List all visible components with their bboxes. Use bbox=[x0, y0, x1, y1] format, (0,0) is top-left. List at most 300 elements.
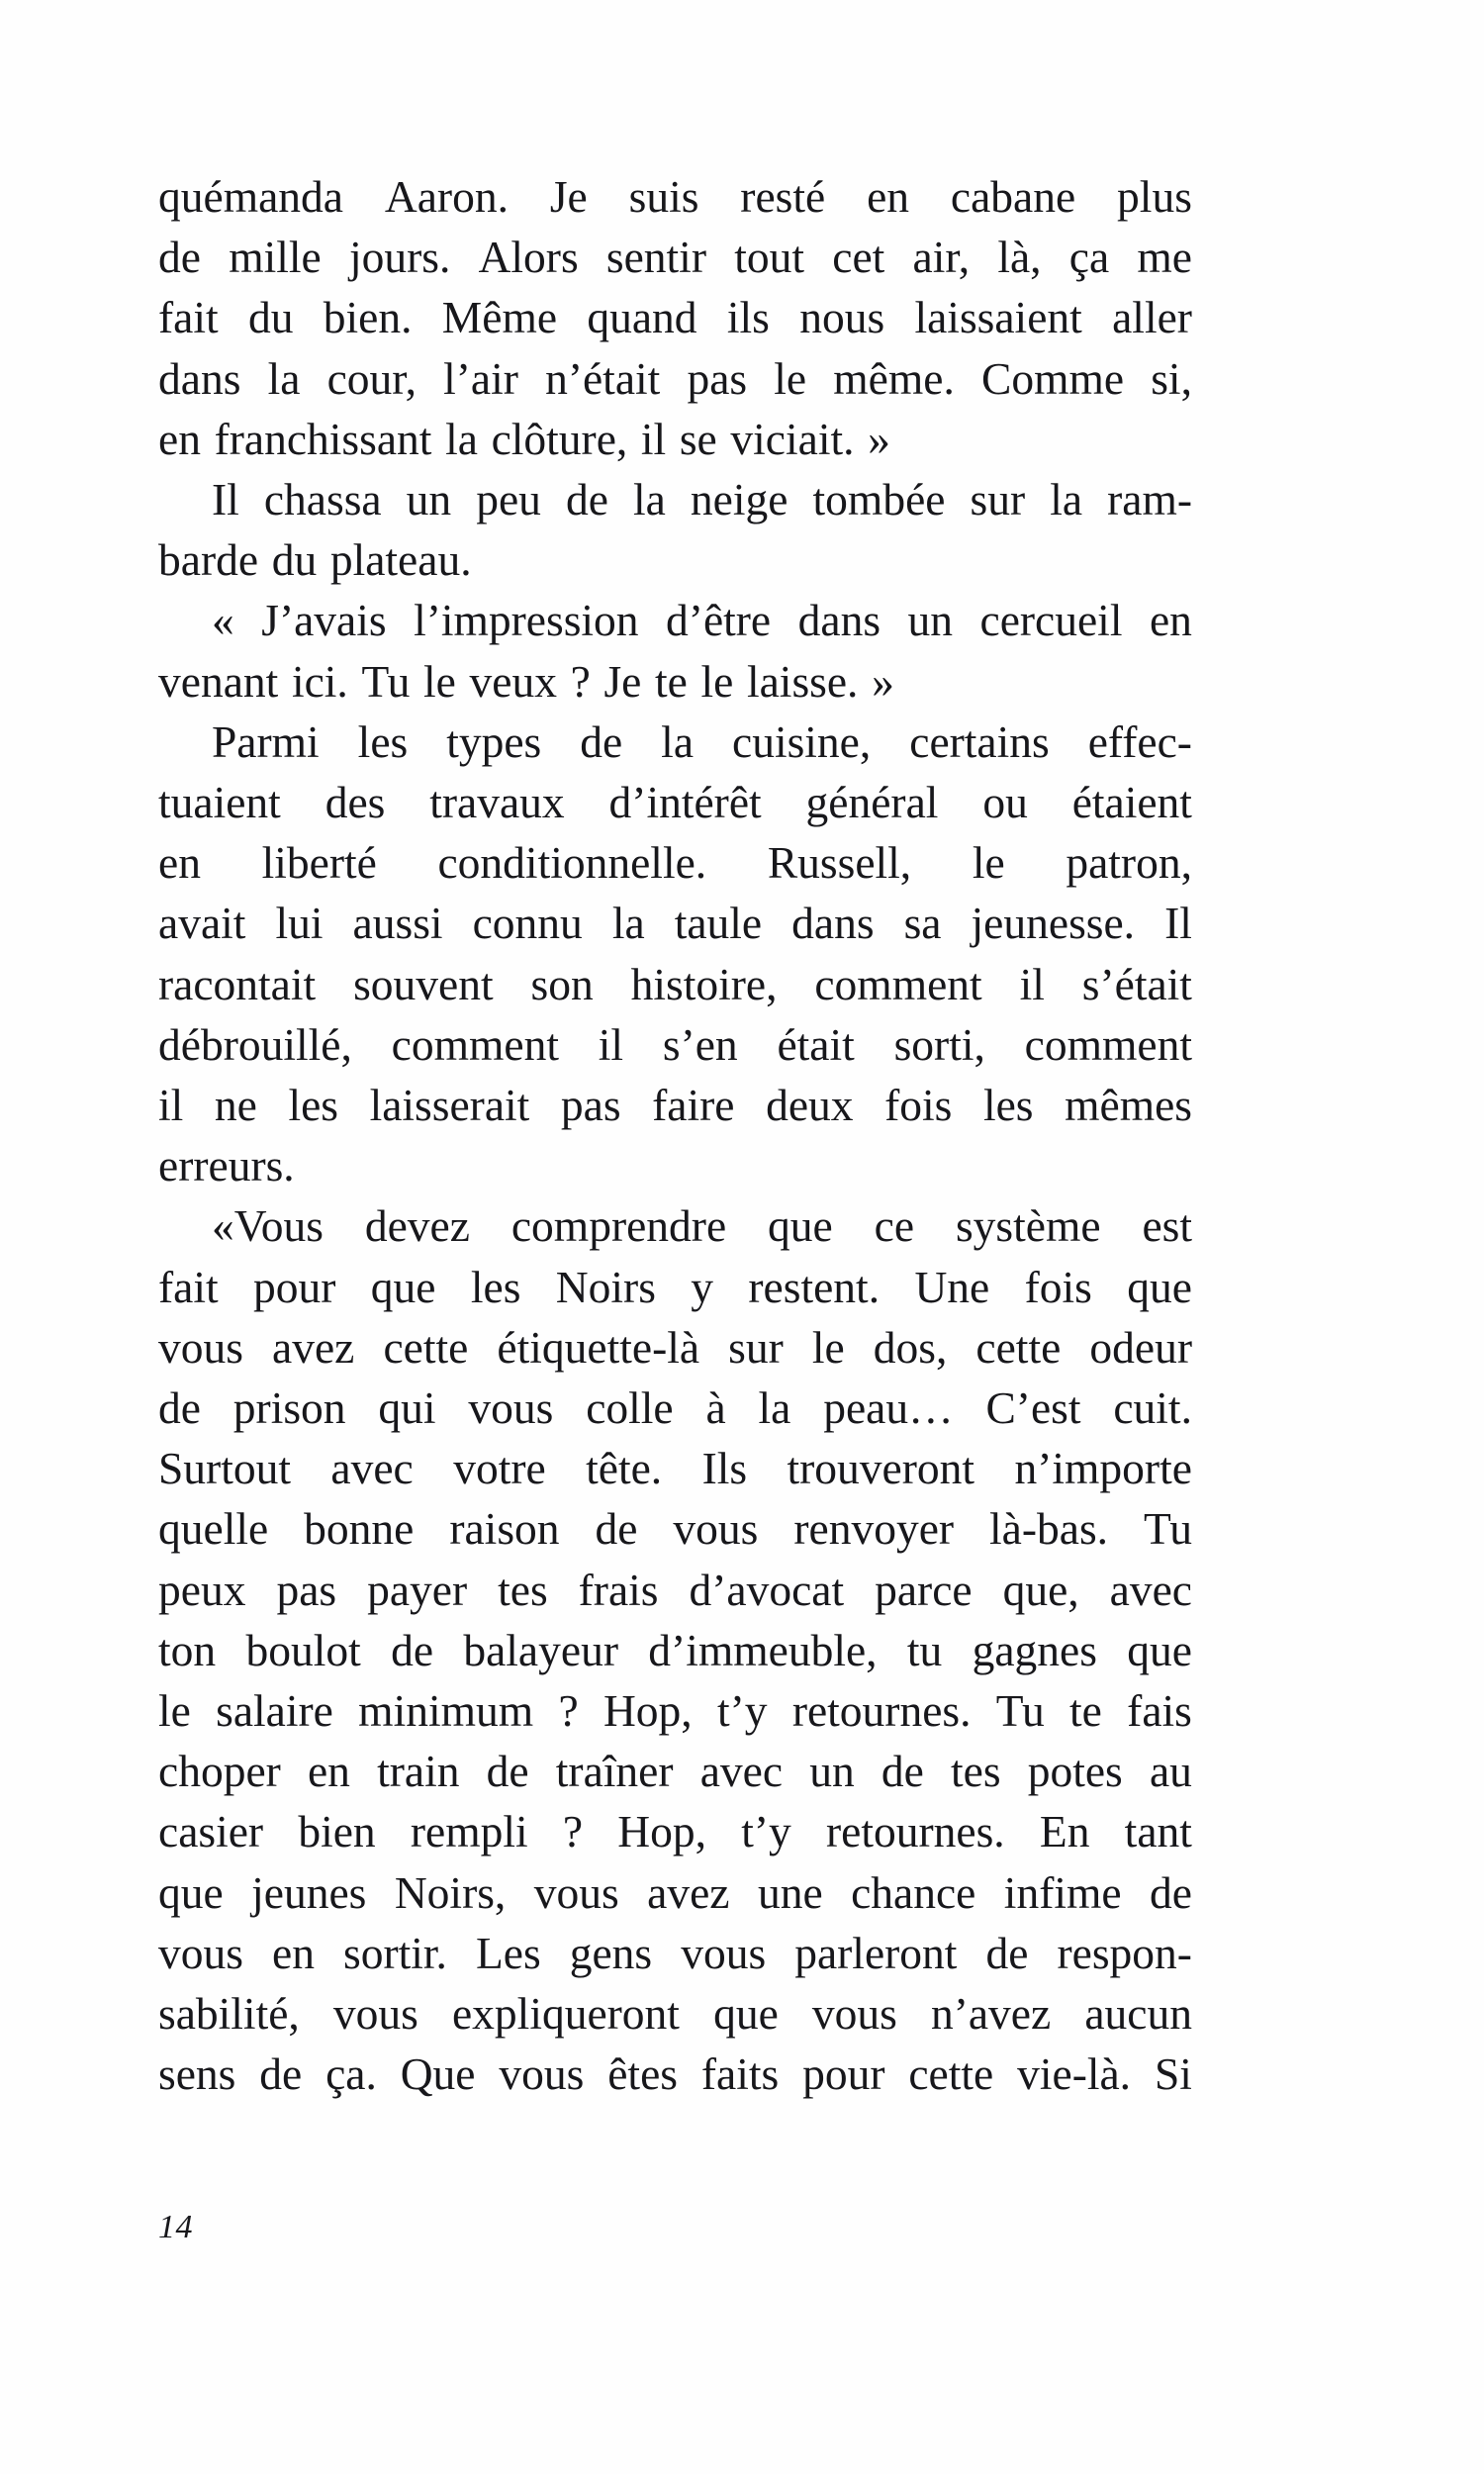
text-line bbox=[158, 712, 1192, 772]
word: d’intérêt bbox=[608, 777, 762, 828]
word: que bbox=[1127, 1624, 1192, 1675]
word: neige bbox=[690, 474, 788, 525]
word: infime bbox=[1003, 1866, 1122, 1918]
text-line bbox=[158, 1620, 1192, 1680]
word: que bbox=[768, 1200, 833, 1252]
word: Hop, bbox=[603, 1685, 693, 1737]
word: laisse. bbox=[746, 655, 859, 707]
paragraph bbox=[158, 712, 1192, 1196]
word: colle bbox=[586, 1382, 674, 1434]
word: une bbox=[757, 1866, 823, 1918]
word: ils bbox=[726, 292, 770, 343]
word: parce bbox=[875, 1564, 973, 1615]
text-line bbox=[158, 1135, 1192, 1195]
text-line bbox=[158, 1680, 1192, 1741]
word: nous bbox=[799, 292, 885, 343]
word: comprendre bbox=[510, 1200, 727, 1252]
word: en bbox=[158, 837, 201, 889]
word: cette bbox=[908, 2048, 994, 2100]
text-line bbox=[158, 1075, 1192, 1135]
word: histoire, bbox=[630, 958, 778, 1009]
text-line bbox=[158, 469, 1192, 529]
word: sabilité, bbox=[158, 1988, 300, 2040]
word: renvoyer bbox=[793, 1503, 955, 1555]
word: odeur bbox=[1089, 1321, 1192, 1373]
word: » bbox=[872, 655, 894, 707]
word: clôture, bbox=[491, 413, 628, 464]
word: cette bbox=[975, 1321, 1062, 1373]
word: pour bbox=[802, 2048, 885, 2100]
word: Les bbox=[475, 1927, 541, 1978]
word: en bbox=[158, 413, 201, 464]
word: Noirs, bbox=[394, 1866, 507, 1918]
word: retournes. bbox=[791, 1685, 972, 1737]
word: Je bbox=[603, 655, 642, 707]
word: la bbox=[633, 474, 666, 525]
word: d’être bbox=[666, 595, 772, 646]
word: des bbox=[325, 777, 386, 828]
word: veux bbox=[469, 655, 557, 707]
word: fait bbox=[158, 1261, 219, 1312]
word: plateau. bbox=[329, 534, 472, 586]
word: avez bbox=[272, 1321, 355, 1373]
word: le bbox=[158, 1685, 191, 1737]
word: dans bbox=[791, 898, 875, 949]
word: sens bbox=[158, 2048, 236, 2100]
word: pour bbox=[253, 1261, 336, 1312]
word: ici. bbox=[291, 655, 348, 707]
text-line bbox=[158, 1498, 1192, 1559]
word: suis bbox=[628, 171, 699, 222]
word: ? bbox=[558, 1685, 579, 1737]
word: y bbox=[691, 1261, 714, 1312]
word: ce bbox=[874, 1200, 915, 1252]
word: gens bbox=[569, 1927, 653, 1978]
word: sorti, bbox=[893, 1018, 985, 1070]
word: êtes bbox=[607, 2048, 678, 2100]
word: balayeur bbox=[463, 1624, 618, 1675]
word: minimum bbox=[358, 1685, 534, 1737]
word: de bbox=[259, 2048, 303, 2100]
text-line bbox=[158, 1801, 1192, 1861]
text-line bbox=[158, 1378, 1192, 1438]
word: effec- bbox=[1087, 715, 1192, 767]
word: train bbox=[377, 1746, 460, 1797]
word: votre bbox=[453, 1443, 546, 1494]
word: qui bbox=[378, 1382, 436, 1434]
word: fait bbox=[158, 292, 219, 343]
word: travaux bbox=[429, 777, 565, 828]
word: resté bbox=[740, 171, 826, 222]
word: l’air bbox=[443, 352, 518, 404]
word: de bbox=[595, 1503, 638, 1555]
word: les bbox=[357, 715, 409, 767]
word: de bbox=[566, 474, 608, 525]
word: système bbox=[955, 1200, 1101, 1252]
word: un bbox=[809, 1746, 855, 1797]
word: il bbox=[598, 1018, 624, 1070]
word: jeunes bbox=[251, 1866, 367, 1918]
word: faire bbox=[652, 1080, 735, 1131]
word: barde bbox=[158, 534, 259, 586]
word: patron, bbox=[1066, 837, 1192, 889]
word: me bbox=[1137, 232, 1192, 283]
page-text-block bbox=[158, 166, 1192, 2105]
word: sortir. bbox=[343, 1927, 447, 1978]
word: tant bbox=[1124, 1806, 1192, 1857]
word: te bbox=[1069, 1685, 1102, 1737]
word: liberté bbox=[261, 837, 377, 889]
word: se bbox=[679, 413, 717, 464]
word: en bbox=[307, 1746, 350, 1797]
word: air, bbox=[912, 232, 971, 283]
word: il bbox=[1019, 958, 1045, 1009]
word: de bbox=[881, 1746, 924, 1797]
word: vous bbox=[468, 1382, 554, 1434]
word: jours. bbox=[348, 232, 451, 283]
word: tuaient bbox=[158, 777, 281, 828]
word: s’était bbox=[1081, 958, 1192, 1009]
word: au bbox=[1149, 1746, 1192, 1797]
word: là, bbox=[997, 232, 1042, 283]
word: Surtout bbox=[158, 1443, 291, 1494]
word: certains bbox=[909, 715, 1050, 767]
word: frais bbox=[578, 1564, 659, 1615]
word: Tu bbox=[1144, 1503, 1192, 1555]
word: la bbox=[267, 352, 301, 404]
word: franchissant bbox=[214, 413, 432, 464]
word: viciait. bbox=[730, 413, 855, 464]
word: le bbox=[423, 655, 456, 707]
text-line bbox=[158, 2044, 1192, 2104]
word: dans bbox=[158, 352, 241, 404]
word: traîner bbox=[555, 1746, 674, 1797]
word: vous bbox=[533, 1866, 619, 1918]
word: parleront bbox=[794, 1927, 958, 1978]
word: sur bbox=[970, 474, 1026, 525]
word: vous bbox=[673, 1503, 759, 1555]
word: Comme bbox=[980, 352, 1125, 404]
paragraph bbox=[158, 590, 1192, 711]
text-line bbox=[158, 1195, 1192, 1256]
word: mêmes bbox=[1065, 1080, 1192, 1131]
word: bien. bbox=[323, 292, 413, 343]
word: que bbox=[1127, 1261, 1192, 1312]
word: n’était bbox=[545, 352, 661, 404]
word: sur bbox=[728, 1321, 784, 1373]
word: est bbox=[1142, 1200, 1192, 1252]
word: vie-là. bbox=[1017, 2048, 1132, 2100]
word: ton bbox=[158, 1624, 217, 1675]
word: restent. bbox=[748, 1261, 881, 1312]
word: » bbox=[868, 413, 890, 464]
word: t’y bbox=[741, 1806, 791, 1857]
word: taule bbox=[674, 898, 763, 949]
word: les bbox=[470, 1261, 521, 1312]
word: Une bbox=[914, 1261, 990, 1312]
word: de bbox=[985, 1927, 1029, 1978]
word: quelle bbox=[158, 1503, 269, 1555]
word: ? bbox=[570, 655, 591, 707]
word: peau… bbox=[823, 1382, 954, 1434]
word: le bbox=[774, 352, 807, 404]
word: raison bbox=[449, 1503, 560, 1555]
word: cour, bbox=[326, 352, 417, 404]
word: tu bbox=[906, 1624, 943, 1675]
word: Russell, bbox=[767, 837, 912, 889]
word: cabane bbox=[950, 171, 1076, 222]
word: fais bbox=[1127, 1685, 1192, 1737]
word: vous bbox=[811, 1988, 897, 2040]
word: En bbox=[1039, 1806, 1090, 1857]
word: trouveront bbox=[787, 1443, 975, 1494]
word: tête. bbox=[586, 1443, 663, 1494]
word: là-bas. bbox=[989, 1503, 1109, 1555]
word: le bbox=[972, 837, 1005, 889]
word: gagnes bbox=[972, 1624, 1097, 1675]
word: jeunesse. bbox=[971, 898, 1136, 949]
text-line bbox=[158, 1923, 1192, 1983]
word: te bbox=[655, 655, 688, 707]
word: Que bbox=[400, 2048, 476, 2100]
word: cuit. bbox=[1113, 1382, 1192, 1434]
word: dos, bbox=[873, 1321, 948, 1373]
word: que bbox=[370, 1261, 436, 1312]
text-line bbox=[158, 1438, 1192, 1498]
word: d’avocat bbox=[689, 1564, 845, 1615]
text-line bbox=[158, 1560, 1192, 1620]
word: en bbox=[272, 1927, 315, 1978]
text-line bbox=[158, 1741, 1192, 1801]
word: du bbox=[271, 534, 318, 586]
word: casier bbox=[158, 1806, 264, 1857]
word: s’en bbox=[662, 1018, 738, 1070]
word: sa bbox=[903, 898, 942, 949]
word: Tu bbox=[361, 655, 411, 707]
word: boulot bbox=[245, 1624, 361, 1675]
word: ne bbox=[214, 1080, 257, 1131]
word: J’avais bbox=[261, 595, 387, 646]
word: l’impression bbox=[414, 595, 639, 646]
text-line bbox=[158, 832, 1192, 893]
paragraph bbox=[158, 1195, 1192, 2104]
word: de bbox=[158, 1382, 201, 1434]
text-line bbox=[158, 166, 1192, 227]
word: fois bbox=[1024, 1261, 1092, 1312]
word: Noirs bbox=[555, 1261, 656, 1312]
word: la bbox=[611, 898, 645, 949]
word: erreurs. bbox=[158, 1140, 295, 1191]
word: la bbox=[1050, 474, 1083, 525]
word: de bbox=[580, 715, 623, 767]
text-line bbox=[158, 1257, 1192, 1317]
word: laisserait bbox=[369, 1080, 530, 1131]
word: Aaron. bbox=[384, 171, 509, 222]
word: vous bbox=[499, 2048, 585, 2100]
word: cuisine, bbox=[732, 715, 872, 767]
word: dans bbox=[797, 595, 881, 646]
word: «Vous bbox=[212, 1200, 324, 1252]
word: général bbox=[805, 777, 939, 828]
word: mille bbox=[229, 232, 322, 283]
word: était bbox=[777, 1018, 855, 1070]
word: Tu bbox=[995, 1685, 1045, 1737]
word: que bbox=[158, 1866, 224, 1918]
word: Il bbox=[212, 474, 239, 525]
word: Si bbox=[1154, 2048, 1192, 2100]
word: Il bbox=[1164, 898, 1192, 949]
word: « bbox=[212, 595, 234, 646]
text-line bbox=[158, 1983, 1192, 2044]
word: pas bbox=[687, 352, 748, 404]
word: en bbox=[1149, 595, 1192, 646]
word: connu bbox=[472, 898, 583, 949]
word: il bbox=[640, 413, 667, 464]
word: la bbox=[661, 715, 695, 767]
word: un bbox=[907, 595, 954, 646]
word: avec bbox=[1109, 1564, 1192, 1615]
word: tes bbox=[498, 1564, 548, 1615]
word: si, bbox=[1151, 352, 1192, 404]
word: du bbox=[247, 292, 294, 343]
word: son bbox=[530, 958, 594, 1009]
word: aussi bbox=[352, 898, 443, 949]
word: cercueil bbox=[979, 595, 1123, 646]
word: vous bbox=[158, 1321, 243, 1373]
word: respon- bbox=[1057, 1927, 1192, 1978]
word: souvent bbox=[353, 958, 494, 1009]
word: potes bbox=[1027, 1746, 1123, 1797]
paragraph bbox=[158, 469, 1192, 590]
word: débrouillé, bbox=[158, 1018, 352, 1070]
text-line bbox=[158, 227, 1192, 287]
word: conditionnelle. bbox=[437, 837, 707, 889]
word: peux bbox=[158, 1564, 246, 1615]
word: étiquette-là bbox=[497, 1321, 700, 1373]
word: ram- bbox=[1107, 474, 1192, 525]
word: de bbox=[391, 1624, 434, 1675]
word: retournes. bbox=[826, 1806, 1005, 1857]
word: devez bbox=[364, 1200, 470, 1252]
word: lui bbox=[275, 898, 324, 949]
word: pas bbox=[560, 1080, 621, 1131]
word: avec bbox=[699, 1746, 784, 1797]
word: les bbox=[288, 1080, 338, 1131]
word: t’y bbox=[716, 1685, 768, 1737]
text-line bbox=[158, 287, 1192, 347]
word: avait bbox=[158, 898, 246, 949]
word: chance bbox=[851, 1866, 976, 1918]
word: quémanda bbox=[158, 171, 343, 222]
word: payer bbox=[367, 1564, 468, 1615]
word: la bbox=[758, 1382, 791, 1434]
word: bonne bbox=[304, 1503, 415, 1555]
word: le bbox=[700, 655, 734, 707]
word: la bbox=[445, 413, 478, 464]
word: C’est bbox=[985, 1382, 1081, 1434]
paragraph bbox=[158, 166, 1192, 469]
word: il bbox=[158, 1080, 184, 1131]
word: sentir bbox=[605, 232, 706, 283]
word: comment bbox=[814, 958, 982, 1009]
word: pas bbox=[276, 1564, 337, 1615]
word: laissaient bbox=[914, 292, 1082, 343]
word: avec bbox=[330, 1443, 414, 1494]
word: que, bbox=[1002, 1564, 1079, 1615]
word: le bbox=[811, 1321, 845, 1373]
text-line bbox=[158, 590, 1192, 650]
word: les bbox=[982, 1080, 1034, 1131]
word: aucun bbox=[1084, 1988, 1192, 2040]
word: chassa bbox=[263, 474, 382, 525]
word: Ils bbox=[701, 1443, 748, 1494]
word: Parmi bbox=[212, 715, 320, 767]
word: même. bbox=[833, 352, 955, 404]
text-line bbox=[158, 893, 1192, 953]
word: tes bbox=[951, 1746, 1001, 1797]
text-line bbox=[158, 772, 1192, 832]
word: venant bbox=[158, 655, 279, 707]
word: rempli bbox=[410, 1806, 528, 1857]
word: tout bbox=[734, 232, 805, 283]
word: ? bbox=[562, 1806, 584, 1857]
word: de bbox=[158, 232, 201, 283]
word: deux bbox=[766, 1080, 854, 1131]
word: cette bbox=[383, 1321, 469, 1373]
page-number: 14 bbox=[158, 2209, 193, 2245]
word: de bbox=[1150, 1866, 1192, 1918]
word: Je bbox=[549, 171, 588, 222]
word: bien bbox=[298, 1806, 376, 1857]
word: n’avez bbox=[930, 1988, 1052, 2040]
text-line bbox=[158, 348, 1192, 409]
word: un bbox=[406, 474, 452, 525]
word: Hop, bbox=[617, 1806, 707, 1857]
word: étaient bbox=[1071, 777, 1192, 828]
word: types bbox=[446, 715, 542, 767]
word: ou bbox=[982, 777, 1028, 828]
word: ça. bbox=[325, 2048, 377, 2100]
word: que bbox=[713, 1988, 779, 2040]
text-line bbox=[158, 1862, 1192, 1923]
word: vous bbox=[158, 1927, 243, 1978]
text-line bbox=[158, 1317, 1192, 1378]
word: vous bbox=[332, 1988, 418, 2040]
word: cet bbox=[832, 232, 885, 283]
word: comment bbox=[391, 1018, 559, 1070]
word: salaire bbox=[216, 1685, 333, 1737]
word: choper bbox=[158, 1746, 281, 1797]
word: peu bbox=[476, 474, 541, 525]
text-line bbox=[158, 529, 1192, 590]
word: faits bbox=[700, 2048, 780, 2100]
word: Alors bbox=[478, 232, 579, 283]
word: aller bbox=[1112, 292, 1192, 343]
word: fois bbox=[884, 1080, 953, 1131]
word: quand bbox=[587, 292, 697, 343]
word: de bbox=[486, 1746, 529, 1797]
text-line bbox=[158, 1014, 1192, 1075]
word: avez bbox=[647, 1866, 730, 1918]
word: plus bbox=[1117, 171, 1192, 222]
word: comment bbox=[1024, 1018, 1192, 1070]
text-line bbox=[158, 409, 1192, 469]
word: à bbox=[705, 1382, 726, 1434]
word: d’immeuble, bbox=[648, 1624, 878, 1675]
text-line bbox=[158, 651, 1192, 712]
word: n’importe bbox=[1014, 1443, 1192, 1494]
text-line bbox=[158, 954, 1192, 1014]
